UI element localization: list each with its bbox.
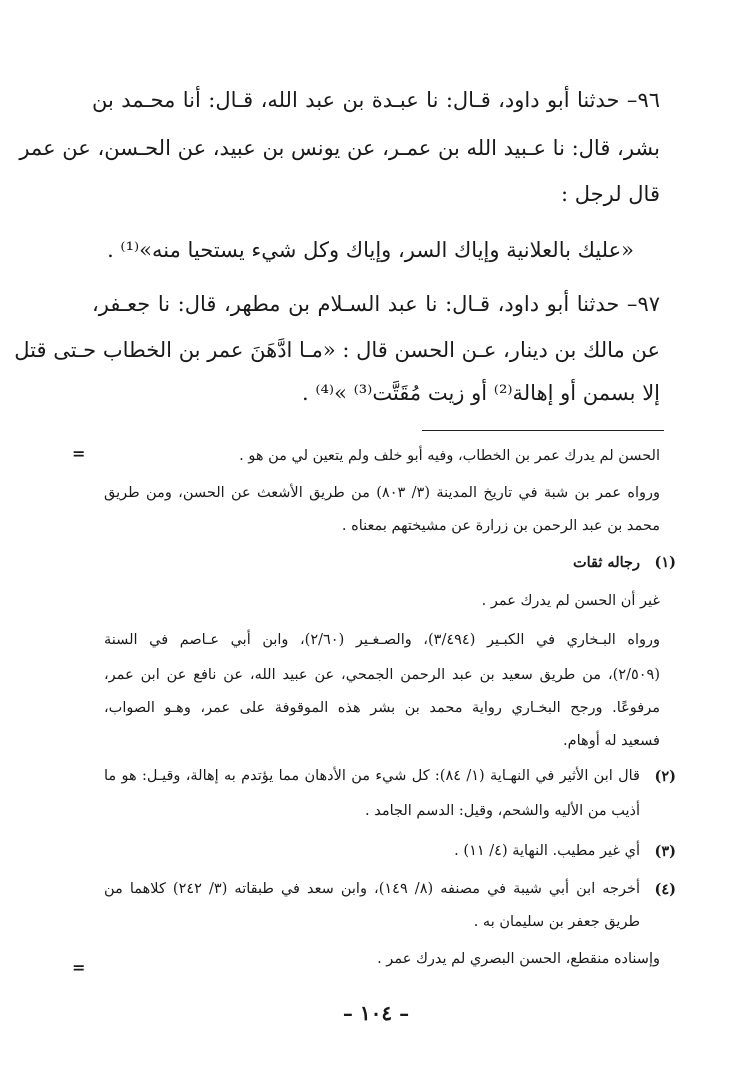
footnote-2-number: (٢): [654, 768, 676, 785]
footnote-1-line-5: مرفوعًا. ورجح البخـاري رواية محمد بن بشر هذه الموقوفة على عمر، وهـو الصواب،: [104, 700, 660, 716]
footnote-3-number: (٣): [654, 843, 676, 860]
hadith-97-line-3: إلا بسمن أو إهالة⁽²⁾ أو زيت مُقَتَّت⁽³⁾ »⁽⁴⁾ .: [301, 381, 660, 405]
footnote-separator: [422, 430, 664, 431]
footnote-1-number: (١): [654, 554, 676, 571]
footnote-4-line-1: أخرجه ابن أبي شيبة في مصنفه (٨/ ١٤٩)، وابن سعد في طبقاته (٣/ ٢٤٢) كلاهما من: [104, 881, 641, 897]
footnote-cont-line-2: ورواه عمر بن شبة في تاريخ المدينة (٣/ ٨٠٣) من طريق الأشعث عن الحسن، ومن طريق: [104, 485, 661, 501]
page-number: – ١٠٤ –: [342, 1001, 410, 1025]
footnote-2-line-2: أذيب من الأليه والشحم، وقيل: الدسم الجامد .: [364, 803, 640, 819]
footnote-cont-line-1: الحسن لم يدرك عمر بن الخطاب، وفيه أبو خلف ولم يتعين لي من هو .: [239, 448, 660, 464]
footnote-1-line-6: فسعيد له أوهام.: [563, 733, 660, 749]
hadith-96-line-3: قال لرجل :: [561, 182, 660, 206]
footnote-1-line-1: رجاله ثقات: [572, 554, 640, 571]
hadith-97-line-2: عن مالك بن دينار، عـن الحسن قال : «مـا ادَّهَنَ عمر بن الخطاب حـتى قتل: [14, 338, 660, 362]
hadith-96-quote: «عليك بالعلانية وإياك السر، وإياك وكل شيء يستحيا منه»⁽¹⁾ .: [107, 238, 634, 262]
hadith-97-line-1: ٩٧– حدثنا أبو داود، قـال: نا عبد السـلام بن مطهر، قال: نا جعـفر،: [92, 292, 660, 316]
continuation-mark: =: [72, 444, 86, 463]
footnote-1-line-4: (٢/٥٠٩)، من طريق سعيد بن عبد الرحمن الجمحي، عن عبيد الله، عن نافع عن ابن عمر،: [104, 667, 660, 683]
footnote-cont-line-3: محمد بن عبد الرحمن بن زرارة عن مشيختهم بمعناه .: [341, 518, 660, 534]
footnote-3-line-1: أي غير مطيب. النهاية (٤/ ١١) .: [454, 843, 640, 859]
footnote-4-line-3: وإسناده منقطع، الحسن البصري لم يدرك عمر .: [377, 951, 660, 967]
footnote-4-number: (٤): [654, 881, 676, 898]
hadith-96-line-2: بشر، قال: نا عـبيد الله بن عمـر، عن يونس بن عبيد، عن الحـسن، عن عمر: [19, 136, 660, 160]
footnote-2-line-1: قال ابن الأثير في النهـاية (١/ ٨٤): كل شيء من الأدهان مما يؤتدم به إهالة، وقيـل: هو ما: [104, 768, 640, 784]
footnote-1-line-3: ورواه البـخاري في الكبـير (٣/٤٩٤)، والصـغـير (٢/٦٠)، وابن أبي عـاصم في السنة: [104, 632, 660, 648]
end-continuation-mark: =: [72, 958, 86, 977]
footnote-4-line-2: طريق جعفر بن سليمان به .: [473, 914, 640, 930]
hadith-96-line-1: ٩٦– حدثنا أبو داود، قـال: نا عبـدة بن عبد الله، قـال: أنا محـمد بن: [92, 88, 660, 112]
footnote-1-line-2: غير أن الحسن لم يدرك عمر .: [481, 593, 660, 609]
